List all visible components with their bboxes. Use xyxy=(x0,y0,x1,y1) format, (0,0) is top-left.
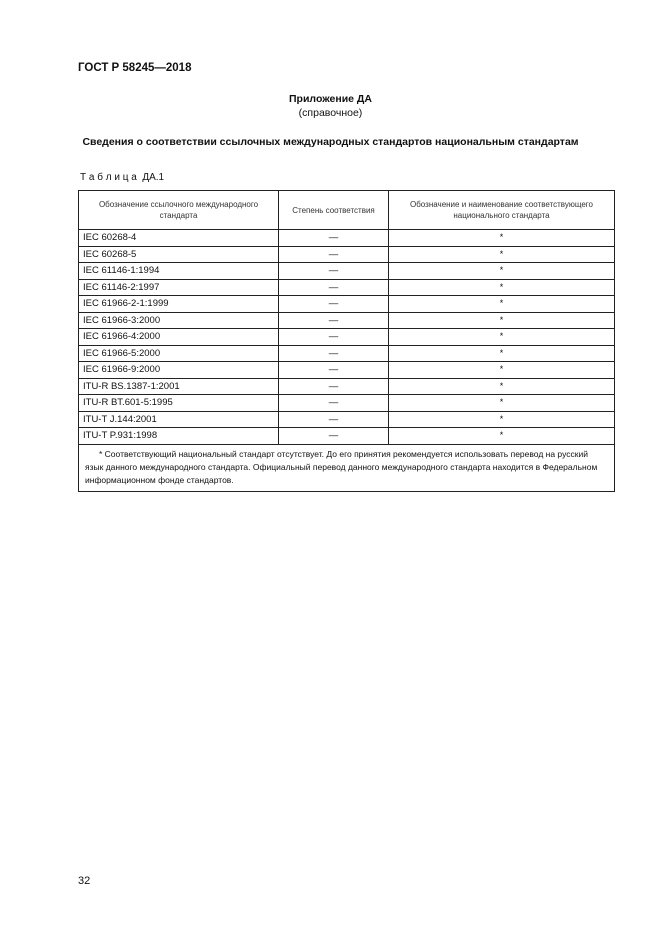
international-standard-cell: IEC 60268-5 xyxy=(79,246,279,263)
international-standard-cell: IEC 61146-2:1997 xyxy=(79,279,279,296)
table-footnote: * Соответствующий национальный стандарт отсутствует. До его принятия рекомендуется использовать перевод на русский язык данного международного стандарта. Официальный перевод данного международного стандарта находится в Федеральном информационном фонде стандартов. xyxy=(79,444,615,491)
table-row xyxy=(79,312,615,329)
degree-of-conformity-cell: — xyxy=(279,411,389,428)
national-standard-cell: * xyxy=(389,279,615,296)
table-row xyxy=(79,329,615,346)
international-standard-cell: IEC 61966-3:2000 xyxy=(79,312,279,329)
table-row xyxy=(79,296,615,313)
table-row xyxy=(79,263,615,280)
degree-of-conformity-cell: — xyxy=(279,263,389,280)
table-row xyxy=(79,362,615,379)
national-standard-cell: * xyxy=(389,395,615,412)
page-number: 32 xyxy=(78,875,91,887)
national-standard-cell: * xyxy=(389,296,615,313)
degree-of-conformity-cell: — xyxy=(279,246,389,263)
national-standard-cell: * xyxy=(389,411,615,428)
annex-subtitle: (справочное) xyxy=(298,107,363,119)
section-heading: Сведения о соответствии ссылочных международных стандартов национальным стандартам xyxy=(82,136,579,148)
annex-block xyxy=(0,92,661,120)
annex-title: Приложение ДА xyxy=(289,93,372,105)
national-standard-cell: * xyxy=(389,246,615,263)
national-standard-cell: * xyxy=(389,362,615,379)
standard-designation: ГОСТ Р 58245—2018 xyxy=(78,62,192,74)
column-header-national-standard: Обозначение и наименование соответствующего национального стандарта xyxy=(389,191,615,230)
degree-of-conformity-cell: — xyxy=(279,395,389,412)
international-standard-cell: ITU-R BS.1387-1:2001 xyxy=(79,378,279,395)
table-header-row xyxy=(79,191,615,230)
international-standard-cell: ITU-T J.144:2001 xyxy=(79,411,279,428)
degree-of-conformity-cell: — xyxy=(279,312,389,329)
degree-of-conformity-cell: — xyxy=(279,279,389,296)
national-standard-cell: * xyxy=(389,329,615,346)
international-standard-cell: IEC 61966-2-1:1999 xyxy=(79,296,279,313)
national-standard-cell: * xyxy=(389,345,615,362)
degree-of-conformity-cell: — xyxy=(279,296,389,313)
degree-of-conformity-cell: — xyxy=(279,362,389,379)
table-caption: Т а б л и ц а ДА.1 xyxy=(80,172,165,183)
international-standard-cell: IEC 61966-9:2000 xyxy=(79,362,279,379)
international-standard-cell: IEC 61146-1:1994 xyxy=(79,263,279,280)
international-standard-cell: IEC 60268-4 xyxy=(79,230,279,247)
table-row xyxy=(79,345,615,362)
national-standard-cell: * xyxy=(389,263,615,280)
international-standard-cell: IEC 61966-5:2000 xyxy=(79,345,279,362)
column-header-degree-of-conformity: Степень соответствия xyxy=(279,191,389,230)
degree-of-conformity-cell: — xyxy=(279,230,389,247)
table-row xyxy=(79,395,615,412)
table-row xyxy=(79,230,615,247)
table-row xyxy=(79,411,615,428)
degree-of-conformity-cell: — xyxy=(279,428,389,445)
column-header-international-standard: Обозначение ссылочного международного стандарта xyxy=(79,191,279,230)
table-row xyxy=(79,246,615,263)
national-standard-cell: * xyxy=(389,230,615,247)
international-standard-cell: ITU-T P.931:1998 xyxy=(79,428,279,445)
international-standard-cell: ITU-R BT.601-5:1995 xyxy=(79,395,279,412)
table-row xyxy=(79,378,615,395)
table-note-row xyxy=(79,444,615,491)
national-standard-cell: * xyxy=(389,312,615,329)
degree-of-conformity-cell: — xyxy=(279,345,389,362)
table-row xyxy=(79,279,615,296)
table-row xyxy=(79,428,615,445)
correspondence-table xyxy=(78,190,615,492)
international-standard-cell: IEC 61966-4:2000 xyxy=(79,329,279,346)
degree-of-conformity-cell: — xyxy=(279,378,389,395)
national-standard-cell: * xyxy=(389,428,615,445)
degree-of-conformity-cell: — xyxy=(279,329,389,346)
national-standard-cell: * xyxy=(389,378,615,395)
